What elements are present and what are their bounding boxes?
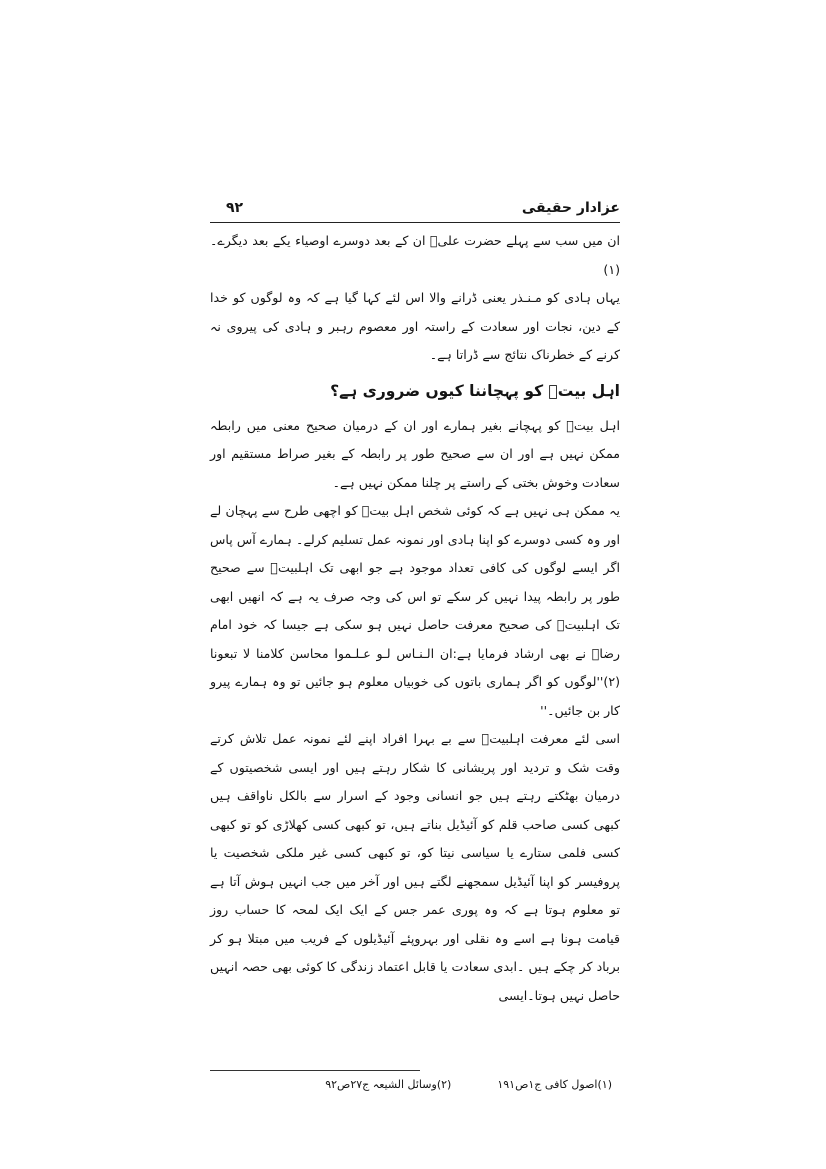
footnote-divider [210,1070,420,1071]
footnote-2: (۲)وسائل الشیعہ ج۲۷ص۹۲ [325,1078,452,1091]
book-title: عزادار حقیقی [521,200,620,216]
intro-paragraph-1: ان میں سب سے پہلے حضرت علیؑ ان کے بعد دوسرے اوصیاء یکے بعد دیگرے۔(۱) [210,233,620,277]
section-paragraph-1: اہل بیتؑ کو پہچانے بغیر ہمارے اور ان کے درمیان صحیح معنی میں رابطہ ممکن نہیں ہے اور ان سے صحیح طور پر رابطہ کے بغیر صراط مستقیم اور سعادت وخوش بختی کے راستے پر چلنا ممکن نہیں ہے۔ [210,417,620,490]
footnotes [210,1076,620,1094]
page-number: ۹۲ [226,200,244,216]
section-paragraph-3: اسی لئے معرفت اہلبیتؑ سے بے بہرا افراد اپنے لئے نمونہ عمل تلاش کرتے وقت شک و تردید اور پریشانی کا شکار رہتے ہیں اور ایسی شخصیتوں کے درمیان بھٹکتے رہتے ہیں جو انسانی وجود کے اسرار سے بالکل ناواقف ہیں کبھی کسی صاحب قلم کو آئیڈیل بناتے ہیں، تو کبھی کسی کھلاڑی کو تو کبھی کسی فلمی ستارے یا سیاسی نیتا کو، تو کبھی کسی غیر ملکی شخصیت یا پروفیسر کو اپنا آئیڈیل سمجھنے لگتے ہیں اور آخر میں جب انہیں ہوش آتا ہے تو معلوم ہوتا ہے کہ وہ پوری عمر جس کے ایک ایک لمحہ کا حساب روز قیامت ہونا ہے اسے وہ نقلی اور بہروپئے آئیڈیلوں کے فریب میں مبتلا ہو کر برباد کر چکے ہیں ۔ابدی سعادت یا قابل اعتماد زندگی کا کوئی بھی حصہ انہیں حاصل نہیں ہوتا۔ایسی [210,731,620,1003]
footnote-1: (۱)اصول کافی ج۱ص۱۹۱ [497,1078,612,1091]
section-heading: اہل بیتؑ کو پہچاننا کیوں ضروری ہے؟ [330,381,620,400]
body-text [210,227,620,1010]
book-page [210,196,620,1091]
section-paragraph-2: یہ ممکن ہی نہیں ہے کہ کوئی شخص اہل بیتؑ کو اچھی طرح سے پہچان لے اور وہ کسی دوسرے کو اپنا ہادی اور نمونہ عمل تسلیم کرلے۔ ہمارے آس پاس اگر ایسے لوگوں کی کافی تعداد موجود ہے جو ابھی تک اہلبیتؑ سے صحیح طور پر رابطہ پیدا نہیں کر سکے تو اس کی وجہ صرف یہ ہے کہ انھیں ابھی تک اہلبیتؑ کی صحیح معرفت حاصل نہیں ہو سکی ہے جیسا کہ خود امام رضاؑ نے بھی ارشاد فرمایا ہے:ان الـنـاس لـو عـلـموا محاسن كلامنا لا تبعونا (۲)''لوگوں کو اگر ہماری باتوں کی خوبیاں معلوم ہو جائیں تو وہ ہمارے پیرو کار بن جائیں۔'' [210,503,620,718]
intro-paragraph-2: یہاں ہادی کو مـنـذر یعنی ڈرانے والا اس لئے کہا گیا ہے کہ وہ لوگوں کو خدا کے دین، نجات اور سعادت کے راستہ اور معصوم رہبر و ہادی کی پیروی نہ کرنے کے خطرناک نتائج سے ڈراتا ہے۔ [210,290,620,362]
running-header [210,196,620,223]
